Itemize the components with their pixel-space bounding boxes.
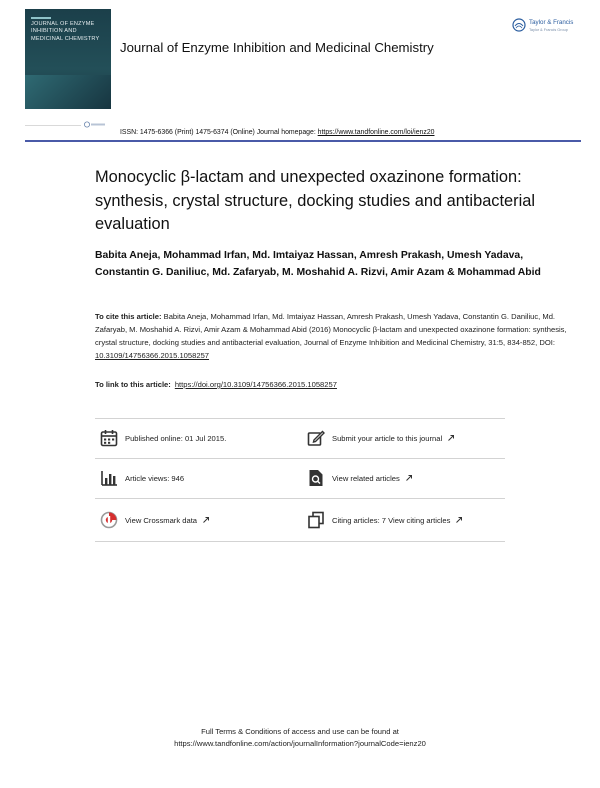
submit-article-text: Submit your article to this journal bbox=[332, 433, 443, 443]
footer-terms-url[interactable]: https://www.tandfonline.com/action/journalInformation?journalCode=ienz20 bbox=[174, 739, 426, 748]
publisher-logo-icon bbox=[512, 18, 526, 32]
crossmark-icon bbox=[99, 510, 119, 530]
edit-pencil-icon bbox=[306, 428, 326, 448]
citation-text: Babita Aneja, Mohammad Irfan, Md. Imtaiyaz Hassan, Amresh Prakash, Umesh Yadava, Constantin G. Daniliuc, Md. Zafaryab, M. Moshahid A. Rizvi, Amir Azam & Mohammad Abid (2016) Monocyclic β-lactam and unexpected oxazinone formation: synthesis, crystal structure, docking studies and antibacterial evaluation, Journal of Enzyme Inhibition and Medicinal Chemistry, 31:5, 834-852, DOI: bbox=[95, 312, 567, 347]
citing-articles-link[interactable] bbox=[306, 508, 463, 532]
journal-title[interactable]: Journal of Enzyme Inhibition and Medicinal Chemistry bbox=[120, 40, 434, 55]
cover-graphic-band bbox=[25, 75, 111, 109]
box-divider-2 bbox=[95, 498, 505, 499]
header-divider bbox=[25, 140, 581, 142]
bar-chart-icon bbox=[99, 468, 119, 488]
issn-text: ISSN: 1475-6366 (Print) 1475-6374 (Online) Journal homepage: bbox=[120, 129, 318, 136]
article-link-line bbox=[95, 380, 337, 389]
submit-article-link[interactable] bbox=[306, 426, 455, 450]
journal-cover-image[interactable] bbox=[25, 9, 111, 109]
doi-link[interactable]: 10.3109/14756366.2015.1058257 bbox=[95, 350, 210, 360]
related-articles-link[interactable] bbox=[306, 466, 413, 490]
cover-title: JOURNAL OF ENZYME INHIBITION AND MEDICINAL CHEMISTRY bbox=[31, 21, 100, 42]
external-link-icon bbox=[455, 516, 463, 524]
publisher-logo[interactable] bbox=[512, 18, 584, 38]
external-link-icon bbox=[202, 516, 210, 524]
crossmark-link[interactable] bbox=[99, 508, 210, 532]
published-date-item bbox=[99, 426, 226, 450]
external-link-icon bbox=[405, 474, 413, 482]
external-link-icon bbox=[447, 434, 455, 442]
box-divider-1 bbox=[95, 458, 505, 459]
box-divider-top bbox=[95, 418, 505, 419]
calendar-icon bbox=[99, 428, 119, 448]
footer bbox=[0, 726, 600, 750]
journal-homepage-link[interactable]: https://www.tandfonline.com/loi/ienz20 bbox=[317, 129, 435, 136]
citation-label: To cite this article: bbox=[95, 312, 162, 321]
citing-articles-text: Citing articles: 7 View citing articles bbox=[332, 515, 451, 525]
publisher-small-logo-icon bbox=[84, 121, 106, 128]
issn-line bbox=[120, 129, 434, 136]
document-search-icon bbox=[306, 468, 326, 488]
article-views-item bbox=[99, 466, 184, 490]
article-authors: Babita Aneja, Mohammad Irfan, Md. Imtaiyaz Hassan, Amresh Prakash, Umesh Yadava, Constantin G. Daniliuc, Md. Zafaryab, M. Moshahid A. Rizvi, Amir Azam & Mohammad Abid bbox=[95, 250, 541, 278]
copy-documents-icon bbox=[306, 510, 326, 530]
article-doi-url[interactable]: https://doi.org/10.3109/14756366.2015.1058257 bbox=[174, 380, 337, 389]
link-label: To link to this article: bbox=[95, 380, 171, 389]
cover-stripe bbox=[31, 17, 51, 19]
related-articles-text: View related articles bbox=[332, 473, 400, 483]
published-date-text: Published online: 01 Jul 2015. bbox=[125, 433, 227, 443]
footer-terms-text: Full Terms & Conditions of access and use can be found at bbox=[201, 727, 399, 736]
article-title: Monocyclic β-lactam and unexpected oxazinone formation: synthesis, crystal structure, docking studies and antibacterial evaluation bbox=[95, 168, 536, 233]
article-views-text: Article views: 946 bbox=[125, 473, 185, 483]
publisher-logo-text: Taylor & Francis bbox=[529, 19, 574, 26]
cover-caption-line bbox=[25, 125, 81, 126]
crossmark-text: View Crossmark data bbox=[125, 515, 198, 525]
citation-block bbox=[95, 311, 575, 363]
box-divider-bottom bbox=[95, 541, 505, 542]
publisher-logo-subtext: Taylor & Francis Group bbox=[529, 28, 568, 32]
